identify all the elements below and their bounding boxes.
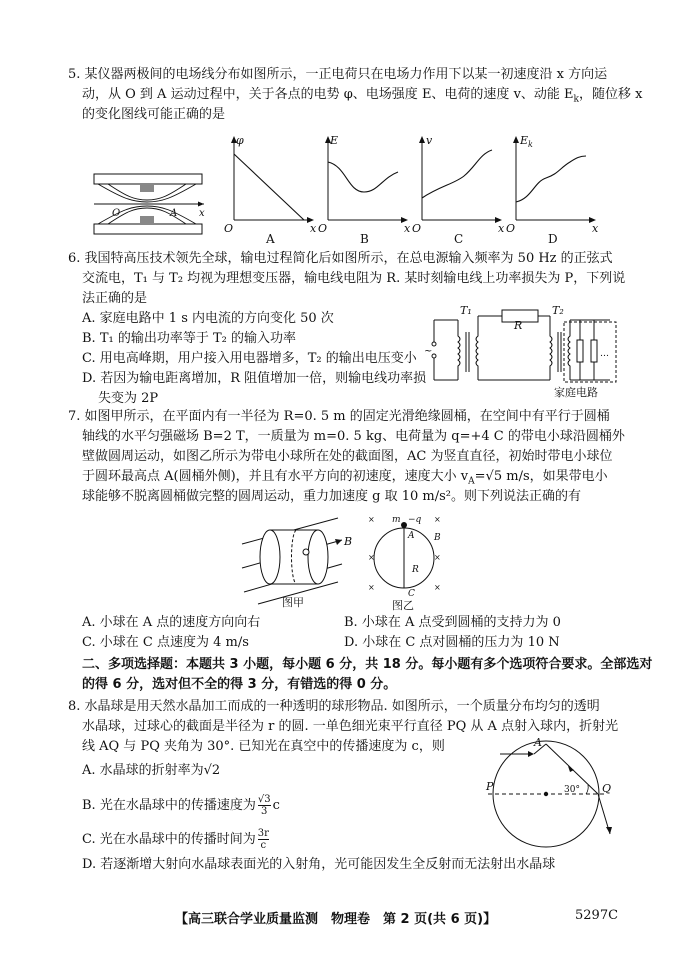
q5-field-figure — [92, 172, 207, 236]
q7-yi-x-mark: × — [368, 553, 375, 562]
q8-option-d: D. 若逐渐增大射向水晶球表面光的入射角，光可能因发生全反射而无法射出水晶球 — [82, 857, 556, 872]
q8-sphere-figure — [484, 738, 634, 850]
q8-option-c: C. 光在水晶球中的传播时间为 $\frac{3r}{c}$ — [82, 828, 269, 851]
page-footer: 【高三联合学业质量监测 物理卷 第 2 页(共 6 页)】 — [175, 912, 497, 927]
q7-line-2: 轴线的水平匀强磁场 B=2 T，一质量为 m=0. 5 kg、电荷量为 q=+4 C 的带电小球沿圆桶外 — [82, 429, 625, 444]
q8-fig-q: Q — [602, 782, 612, 795]
section2-line-1: 二、多项选择题：本题共 3 小题，每小题 6 分，共 18 分。每小题有多个选项符合要求。全部选对 — [82, 657, 653, 672]
q5-graph-d-origin: O — [506, 222, 516, 235]
q6-dots: … — [600, 349, 609, 359]
q7-line-1: 7. 如图甲所示，在平面内有一半径为 R=0. 5 m 的固定光滑绝缘圆桶，在空间中有平行于圆桶 — [68, 409, 610, 424]
q5-graph-c-label: C — [454, 232, 464, 246]
q5-field-a: A — [170, 208, 178, 219]
q7-option-d: D. 小球在 C 点对圆桶的压力为 10 N — [344, 635, 560, 650]
q8-line-3: 线 AQ 与 PQ 夹角为 30°. 已知光在真空中的传播速度为 c，则 — [82, 739, 445, 754]
q7-yi-b: B — [434, 533, 441, 543]
q7-yi-x-mark: × — [434, 553, 441, 562]
q7-fig-yi-caption: 图乙 — [392, 599, 414, 612]
q7-option-a: A. 小球在 A 点的速度方向向右 — [82, 615, 261, 630]
q6-source-symbol: ~ — [424, 346, 433, 357]
q7-yi-r: R — [412, 565, 419, 575]
section2-line-2: 的得 6 分，选对但不全的得 3 分，有错选的得 0 分。 — [82, 677, 397, 692]
q5-graph-d-ylabel: $E_k$ — [520, 134, 533, 149]
q7-yi-c: C — [408, 589, 415, 599]
q5-graph-b-xlabel: x — [404, 222, 411, 235]
q8-option-b: B. 光在水晶球中的传播速度为 $\frac{√3}{3}$ c — [82, 794, 280, 817]
q6-r-label: R — [514, 319, 523, 332]
q6-option-a: A. 家庭电路中 1 s 内电流的方向变化 50 次 — [82, 311, 334, 326]
q6-option-d: D. 若因为输电距离增加，R 阻值增加一倍，则输电线功率损 — [82, 371, 427, 386]
q5-graph-c-ylabel: v — [426, 134, 433, 147]
q5-graph-a-ylabel: φ — [236, 134, 244, 147]
q5-graph-a-xlabel: x — [310, 222, 317, 235]
q7-figure-jia — [238, 512, 354, 608]
q7-yi-x-mark: × — [434, 515, 441, 524]
q5-line-3: 的变化图线可能正确的是 — [82, 107, 226, 122]
q7-line-3: 壁做圆周运动，如图乙所示为带电小球所在处的截面图，AC 为竖直直径，初始时带电小球位 — [82, 449, 613, 464]
q6-option-b: B. T₁ 的输出功率等于 T₂ 的输入功率 — [82, 331, 296, 346]
q5-graph-d — [504, 132, 600, 244]
q7-yi-q: −q — [408, 515, 422, 525]
q5-line-1: 5. 某仪器两极间的电场线分布如图所示，一正电荷只在电场力作用下以某一初速度沿 x 方向运 — [68, 67, 608, 82]
q5-graph-d-xlabel: x — [592, 222, 599, 235]
q5-line-2: 动，从 O 到 A 运动过程中，关于各点的电势 φ、电场强度 E、电荷的速度 v、动能 $E_k$，随位移 x — [82, 87, 643, 105]
q7-option-b: B. 小球在 A 点受到圆桶的支持力为 0 — [344, 615, 561, 630]
q5-graph-c-xlabel: x — [498, 222, 505, 235]
q7-figure-yi — [366, 514, 442, 610]
q6-option-c: C. 用电高峰期，用户接入用电器增多，T₂ 的输出电压变小 — [82, 351, 417, 366]
q6-line-3: 法正确的是 — [82, 291, 148, 306]
q6-t2-label: T₂ — [552, 304, 564, 317]
q5-field-x: x — [199, 208, 205, 219]
q7-line-5: 球能够不脱离圆桶做完整的圆周运动，重力加速度 g 取 10 m/s²。则下列说法正确的有 — [82, 489, 581, 504]
q5-graph-a-label: A — [266, 232, 275, 246]
paper-code: 5297C — [575, 908, 619, 923]
q5-graph-c-origin: O — [412, 222, 422, 235]
q7-yi-x-mark: × — [368, 583, 375, 592]
q5-graph-a-origin: O — [224, 222, 234, 235]
q5-graph-c — [410, 132, 506, 244]
q7-yi-x-mark: × — [434, 583, 441, 592]
q7-yi-m: m — [392, 515, 401, 525]
q7-yi-a: A — [408, 531, 415, 541]
q5-field-o: O — [112, 208, 121, 219]
q5-graph-a — [222, 132, 318, 244]
q8-fig-a: A — [534, 736, 542, 749]
q8-fig-p: P — [486, 780, 494, 793]
q7-jia-b: B — [344, 535, 353, 548]
q8-line-2: 水晶球，过球心的截面是半径为 r 的圆. 一单色细光束平行直径 PQ 从 A 点射入球内，折射光 — [82, 719, 619, 734]
q7-yi-x-mark: × — [368, 515, 375, 524]
q7-option-c: C. 小球在 C 点速度为 4 m/s — [82, 635, 249, 650]
q8-fig-angle: 30° — [564, 785, 580, 795]
q6-line-2: 交流电，T₁ 与 T₂ 均视为理想变压器，输电线电阻为 R. 某时刻输电线上功率损失为 P，下列说 — [82, 271, 626, 286]
q6-circuit — [422, 306, 622, 398]
q5-graph-d-label: D — [548, 232, 558, 246]
q8-line-1: 8. 水晶球是用天然水晶加工而成的一种透明的球形物品. 如图所示，一个质量分布均匀的透明 — [68, 699, 600, 714]
q5-graph-b-label: B — [360, 232, 369, 246]
q5-graph-b — [316, 132, 412, 244]
q7-line-4: 于圆环最高点 A(圆桶外侧)，并且有水平方向的初速度，速度大小 $v_A=√5$ m/s，如果带电小 — [82, 469, 608, 487]
q6-t1-label: T₁ — [460, 304, 472, 317]
q7-fig-jia-caption: 图甲 — [282, 596, 304, 609]
q8-option-a: A. 水晶球的折射率为√2 — [82, 763, 221, 778]
q5-graph-b-origin: O — [318, 222, 328, 235]
q6-line-1: 6. 我国特高压技术领先全球，输电过程简化后如图所示，在总电源输入频率为 50 Hz 的正弦式 — [68, 251, 613, 266]
q6-home-label: 家庭电路 — [554, 386, 598, 399]
q6-option-d-cont: 失变为 2P — [98, 391, 159, 406]
q5-graph-b-ylabel: E — [330, 134, 339, 147]
